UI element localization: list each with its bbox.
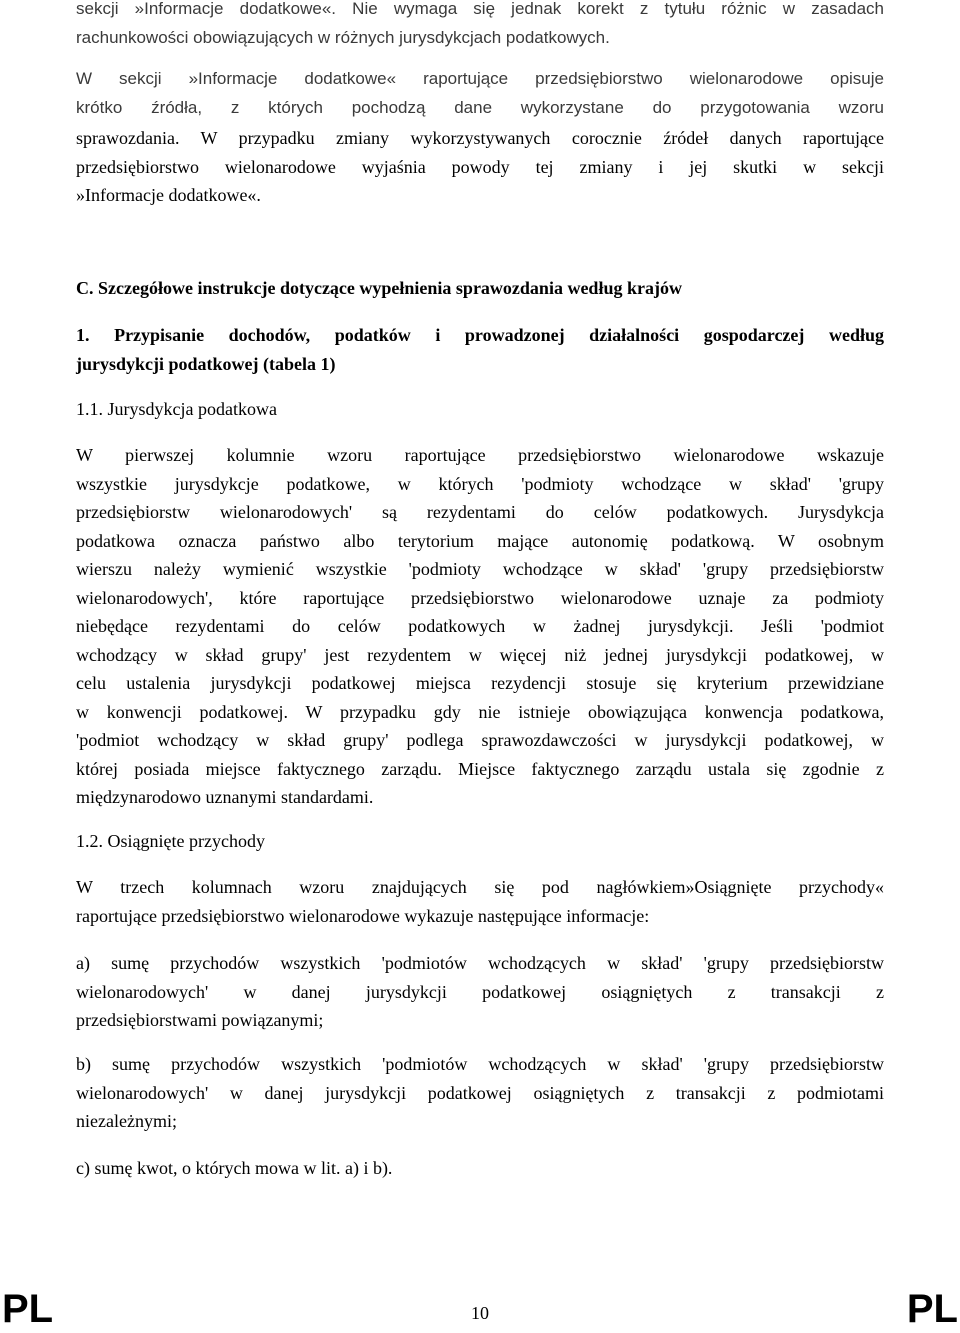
text-line: wielonarodowych' w danej jurysdykcji podatkowej osiągniętych z transakcji z podmiotami <box>76 1082 884 1103</box>
paragraph-continuation <box>76 0 884 52</box>
footer-language-code-right: PL <box>906 1287 958 1331</box>
text-line: przedsiębiorstwami powiązanymi; <box>76 1010 324 1030</box>
text-line: wielonarodowych', które raportujące przedsiębiorstwo wielonarodowe uznaje za podmioty <box>76 587 884 608</box>
text-line: wielonarodowych' w danej jurysdykcji podatkowej osiągniętych z transakcji z <box>76 981 884 1002</box>
text-line: w konwencji podatkowej. W przypadku gdy nie istnieje obowiązująca konwencja podatkowa, <box>76 701 884 722</box>
section-heading-1 <box>76 321 884 378</box>
text-line: sprawozdania. W przypadku zmiany wykorzystywanych corocznie źródeł danych raportujące <box>76 128 884 148</box>
subsection-heading-1-2 <box>76 827 884 856</box>
footer-language-code-left: PL <box>2 1287 54 1331</box>
text-line: niezależnymi; <box>76 1111 177 1131</box>
list-item-a <box>76 949 884 1035</box>
text-line: W sekcji »Informacje dodatkowe« raportujące przedsiębiorstwo wielonarodowe opisuje <box>76 69 884 88</box>
text-line: W pierwszej kolumnie wzoru raportujące przedsiębiorstwo wielonarodowe wskazuje <box>76 445 884 465</box>
heading-text: C. Szczegółowe instrukcje dotyczące wypełnienia sprawozdania według krajów <box>76 278 682 298</box>
text-line: a) sumę przychodów wszystkich 'podmiotów wchodzących w skład' 'grupy przedsiębiorstw <box>76 953 884 973</box>
text-line: niebędące rezydentami do celów podatkowych w żadnej jurysdykcji. Jeśli 'podmiot <box>76 616 884 636</box>
text-line: 'podmiot wchodzący w skład grupy' podlega sprawozdawczości w jurysdykcji podatkowej, w <box>76 730 884 750</box>
text-line: raportujące przedsiębiorstwo wielonarodowe wykazuje następujące informacje: <box>76 905 650 926</box>
text-line: przedsiębiorstwo wielonarodowe wyjaśnia powody tej zmiany i jej skutki w sekcji <box>76 156 884 177</box>
heading-text: 1.1. Jurysdykcja podatkowa <box>76 399 277 419</box>
text-line: wierszu należy wymienić wszystkie 'podmioty wchodzące w skład' 'grupy przedsiębiorstw <box>76 559 884 579</box>
text-line: c) sumę kwot, o których mowa w lit. a) i b). <box>76 1158 393 1178</box>
paragraph-source-changes <box>76 124 884 210</box>
heading-text: jurysdykcji podatkowej (tabela 1) <box>76 353 336 374</box>
text-line: której posiada miejsce faktycznego zarządu. Miejsce faktycznego zarządu ustala się zgodnie z <box>76 758 884 779</box>
list-item-c <box>76 1154 884 1183</box>
text-line: wchodzący w skład grupy' jest rezydentem w więcej niż jednej jurysdykcji podatkowej, w <box>76 644 884 665</box>
heading-text: 1.2. Osiągnięte przychody <box>76 831 265 851</box>
text-line: podatkowa oznacza państwo albo terytorium mające autonomię podatkową. W osobnym <box>76 530 884 551</box>
page-number: 10 <box>471 1303 489 1323</box>
text-line: rachunkowości obowiązujących w różnych jurysdykcjach podatkowych. <box>76 27 610 47</box>
text-line: sekcji »Informacje dodatkowe«. Nie wymaga się jednak korekt z tytułu różnic w zasadach <box>76 0 884 18</box>
text-line: przedsiębiorstw wielonarodowych' są rezydentami do celów podatkowych. Jurysdykcja <box>76 502 884 522</box>
text-line: krótko źródła, z których pochodzą dane wykorzystane do przygotowania wzoru <box>76 97 884 117</box>
paragraph-tax-jurisdiction <box>76 441 884 812</box>
paragraph-revenues-intro <box>76 873 884 930</box>
text-line: »Informacje dodatkowe«. <box>76 185 261 205</box>
text-line: celu ustalenia jurysdykcji podatkowej miejsca rezydencji stosuje się kryterium przewidziane <box>76 673 884 693</box>
text-line: wszystkie jurysdykcje podatkowe, w których 'podmioty wchodzące w skład' 'grupy <box>76 473 884 494</box>
paragraph-sources <box>76 65 884 122</box>
subsection-heading-1-1 <box>76 395 884 424</box>
text-line: W trzech kolumnach wzoru znajdujących się pod nagłówkiem»Osiągnięte przychody« <box>76 877 884 897</box>
heading-text: 1. Przypisanie dochodów, podatków i prowadzonej działalności gospodarczej według <box>76 325 884 345</box>
text-line: międzynarodowo uznanymi standardami. <box>76 787 374 807</box>
list-item-b <box>76 1050 884 1136</box>
text-line: b) sumę przychodów wszystkich 'podmiotów wchodzących w skład' 'grupy przedsiębiorstw <box>76 1054 884 1074</box>
section-heading-c <box>76 274 884 303</box>
